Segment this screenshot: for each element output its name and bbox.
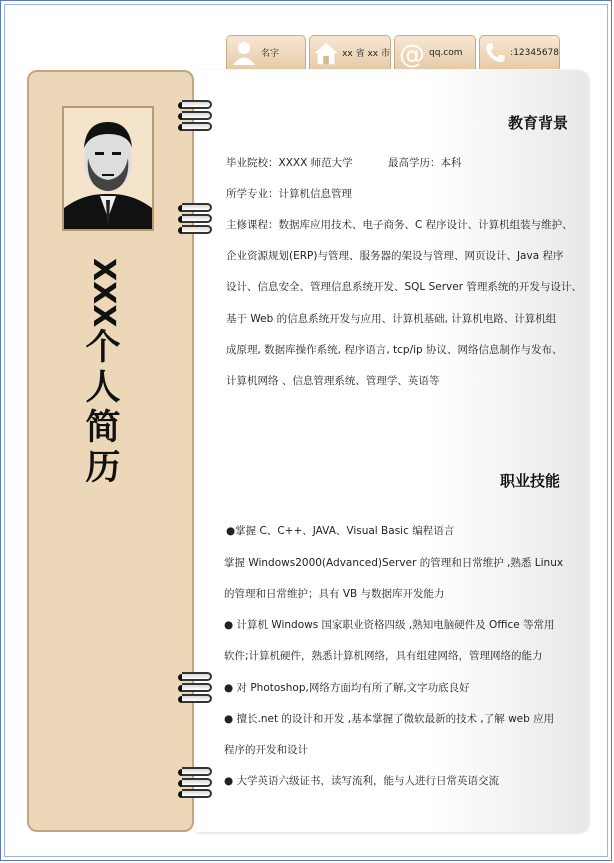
title-char: XXX xyxy=(86,258,121,328)
courses-line: 主修课程：数据库应用技术、电子商务、C 程序设计、计算机组装与维护、 xyxy=(226,219,573,231)
house-icon xyxy=(312,38,340,68)
school-line: 毕业院校：XXXX 师范大学 xyxy=(226,157,353,169)
degree-line: 最高学历：本科 xyxy=(388,157,462,169)
phone-icon xyxy=(482,38,508,68)
person-icon xyxy=(229,38,259,68)
education-heading: 教育背景 xyxy=(508,114,569,132)
skill-line: 软件;计算机硬件，熟悉计算机网络，具有组建网络，管理网络的能力 xyxy=(224,650,543,662)
courses-line: 企业资源规划(ERP)与管理、服务器的架设与管理、网页设计、Java 程序 xyxy=(226,250,564,262)
binder-rings-4 xyxy=(176,767,216,800)
courses-line: 设计、信息安全、管理信息系统开发、SQL Server 管理系统的开发与设计、 xyxy=(226,281,582,293)
profile-photo xyxy=(62,106,154,231)
skill-line: ● 大学英语六级证书，读写流利，能与人进行日常英语交流 xyxy=(224,775,499,787)
at-sign-icon xyxy=(397,38,427,68)
skill-line: ● 对 Photoshop,网络方面均有所了解,文字功底良好 xyxy=(224,682,470,694)
address-tab xyxy=(309,35,391,69)
title-char: 简 xyxy=(85,408,121,448)
title-char: 历 xyxy=(85,448,121,488)
courses-line: 基于 Web 的信息系统开发与应用、计算机基础, 计算机电路、计算机组 xyxy=(226,313,557,325)
skill-line: 程序的开发和设计 xyxy=(224,744,308,756)
binder-rings-1 xyxy=(176,100,216,133)
email-label: qq.com xyxy=(429,47,463,58)
phone-tab xyxy=(479,35,560,69)
skill-line: ● 计算机 Windows 国家职业资格四级 ,熟知电脑硬件及 Office 等常用 xyxy=(224,619,555,631)
skills-heading: 职业技能 xyxy=(500,472,561,490)
name-label: 名字 xyxy=(261,49,280,59)
skill-line: 的管理和日常维护；具有 VB 与数据库开发能力 xyxy=(224,588,445,600)
phone-label: :12345678 xyxy=(510,47,559,58)
courses-line: 成原理, 数据库操作系统, 程序语言, tcp/ip 协议、网络信息制作与发布、 xyxy=(226,344,563,356)
courses-line: 计算机网络 、信息管理系统、管理学、英语等 xyxy=(226,375,440,387)
binder-rings-2 xyxy=(176,203,216,236)
title-char: 人 xyxy=(85,368,121,408)
skill-line: 掌握 Windows2000(Advanced)Server 的管理和日常维护 ,熟悉 Linux xyxy=(224,557,564,569)
title-char: 个 xyxy=(85,328,121,368)
skill-line: ●掌握 C、C++、JAVA、Visual Basic 编程语言 xyxy=(226,525,455,537)
resume-title xyxy=(80,258,126,488)
svg-text:@: @ xyxy=(399,39,425,68)
address-label: xx 省 xx 市 xyxy=(342,49,390,59)
binder-rings-3 xyxy=(176,672,216,705)
email-tab xyxy=(394,35,476,69)
name-tab xyxy=(226,35,306,69)
major-line: 所学专业：计算机信息管理 xyxy=(226,188,352,200)
skill-line: ● 擅长.net 的设计和开发 ,基本掌握了微软最新的技术 ,了解 web 应用 xyxy=(224,713,555,725)
